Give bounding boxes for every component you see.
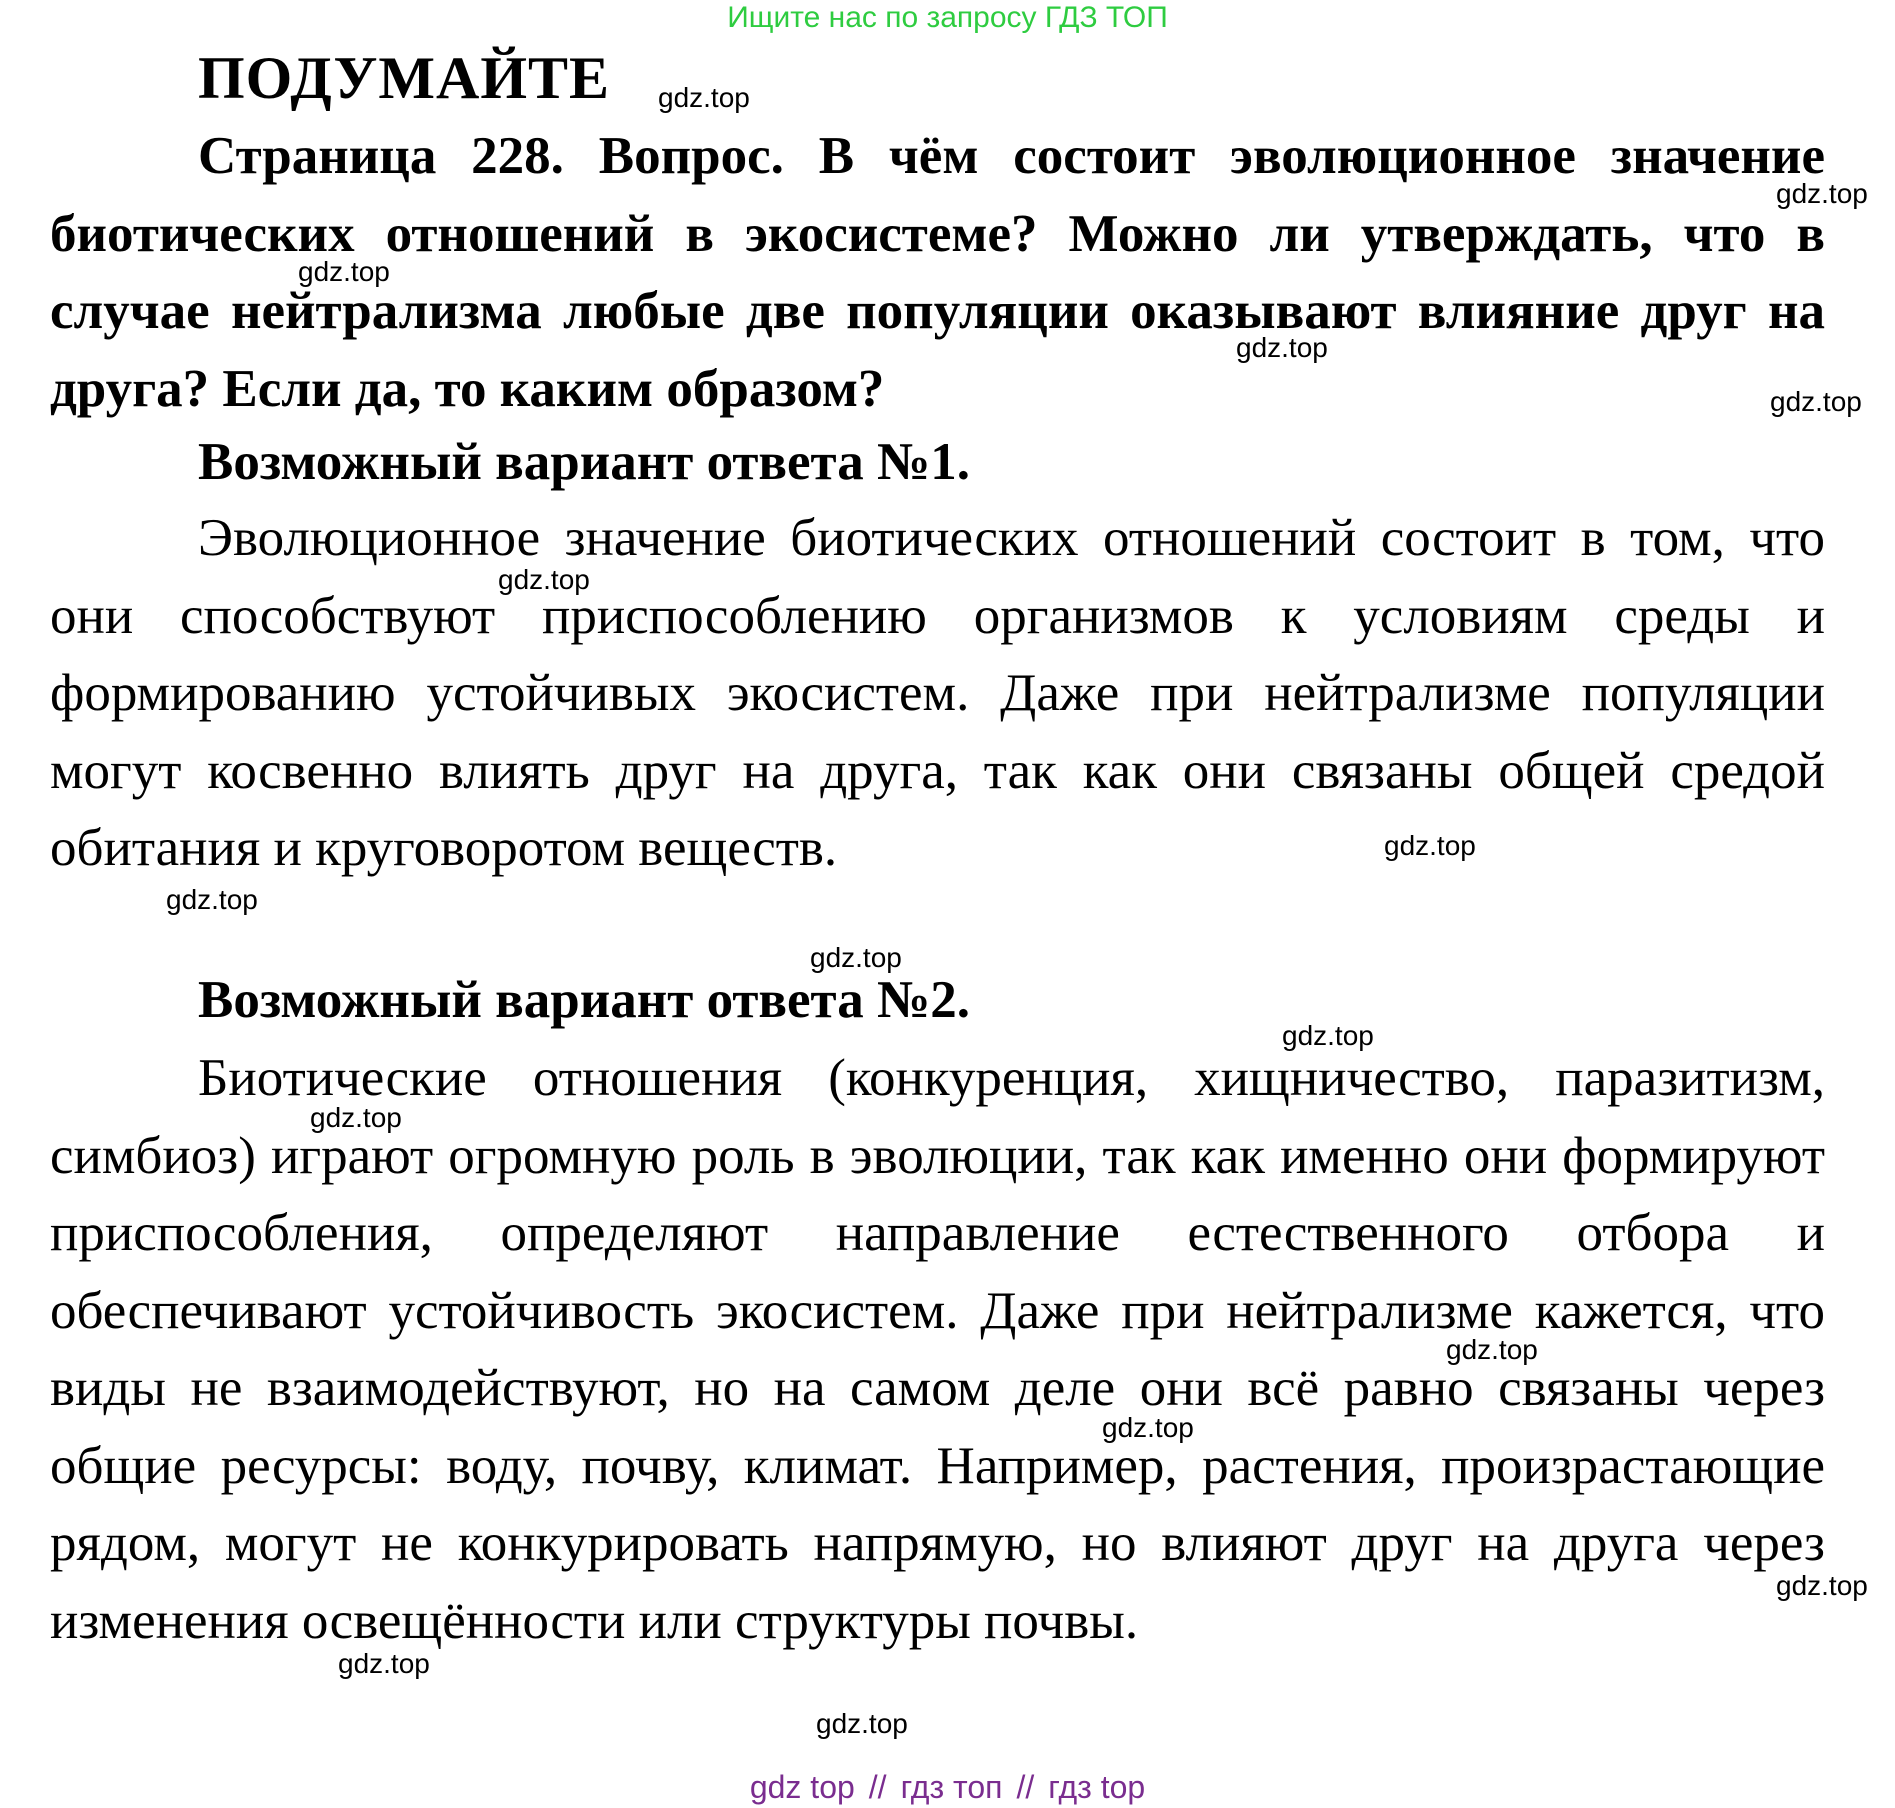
footer-separator: // xyxy=(1016,1769,1035,1805)
watermark: gdz.top xyxy=(298,256,390,287)
watermark: gdz.top xyxy=(310,1102,402,1133)
answer-2-text: Биотические отношения (конкуренция, хищничество, паразитизм, симбиоз) играют огромную роль в эволюции, так как именно они формируют приспособления, определяют направление естественного отбора и обеспечивают устойчивость экосистем. Даже при нейтрализме кажется, что виды не взаимодействуют, но на самом деле они всё равно связаны через общие ресурсы: воду, почву, климат. Например, растения, произрастающие рядом, могут не конкурировать напрямую, но влияют друг на друга через изменения освещённости или структуры почвы. xyxy=(50,1049,1825,1650)
footer-link-2[interactable]: гдз топ xyxy=(900,1769,1003,1805)
watermark: gdz.top xyxy=(1282,1020,1374,1051)
question-text: Страница 228. Вопрос. В чём состоит эволюционное значение биотических отношений в экосистеме? Можно ли утверждать, что в случае нейтрализма любые две популяции оказывают влияние друг на друга? Если да, то каким образом? xyxy=(50,127,1825,418)
footer-separator: // xyxy=(868,1769,887,1805)
footer-links xyxy=(0,1768,1895,1806)
watermark: gdz.top xyxy=(1384,830,1476,861)
footer-link-3[interactable]: гдз top xyxy=(1048,1769,1146,1805)
answer-1-heading: Возможный вариант ответа №1. xyxy=(198,433,970,491)
watermark: gdz.top xyxy=(810,942,902,973)
answer-2-heading: Возможный вариант ответа №2. xyxy=(198,971,970,1029)
watermark: gdz.top xyxy=(1770,386,1862,417)
answer-1-paragraph xyxy=(50,500,1825,888)
watermark: gdz.top xyxy=(1446,1334,1538,1365)
answer-1-text: Эволюционное значение биотических отношений состоит в том, что они способствуют приспособлению организмов к условиям среды и формированию устойчивых экосистем. Даже при нейтрализме популяции могут косвенно влиять друг на друга, так как они связаны общей средой обитания и круговоротом веществ. xyxy=(50,509,1825,877)
watermark: gdz.top xyxy=(338,1648,430,1679)
watermark: gdz.top xyxy=(1776,1570,1868,1601)
watermark: gdz.top xyxy=(1102,1412,1194,1443)
watermark: gdz.top xyxy=(816,1708,908,1739)
watermark: gdz.top xyxy=(166,884,258,915)
watermark: gdz.top xyxy=(658,82,750,113)
search-banner: Ищите нас по запросу ГДЗ ТОП xyxy=(727,1,1168,34)
watermark: gdz.top xyxy=(1776,178,1868,209)
footer-link-1[interactable]: gdz top xyxy=(749,1769,855,1805)
section-title: ПОДУМАЙТЕ xyxy=(198,45,611,111)
watermark: gdz.top xyxy=(498,564,590,595)
watermark: gdz.top xyxy=(1236,332,1328,363)
